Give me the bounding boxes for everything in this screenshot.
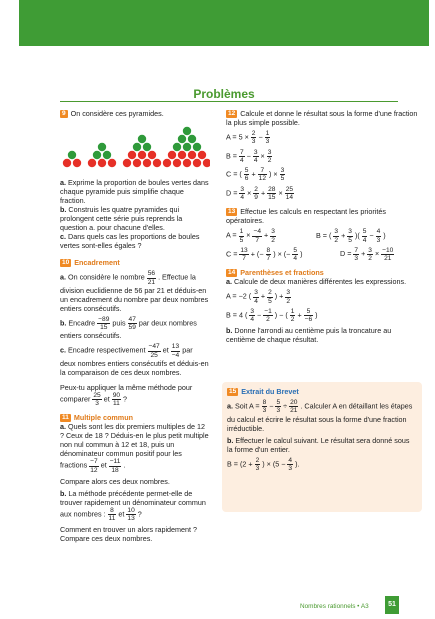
fraction bbox=[290, 308, 296, 324]
denominator: 5 bbox=[239, 236, 244, 244]
ex11-a bbox=[60, 422, 210, 474]
fraction bbox=[347, 228, 353, 244]
operator: ). bbox=[295, 459, 300, 469]
ex11-number: 11 bbox=[62, 414, 69, 422]
ex11-title: Multiple commun bbox=[73, 413, 133, 423]
numerator: 8 bbox=[262, 399, 267, 407]
numerator: 13 bbox=[171, 343, 180, 351]
numerator: 2 bbox=[255, 456, 260, 464]
operator: × bbox=[247, 188, 252, 198]
numerator: 25 bbox=[93, 391, 101, 399]
denominator: 3 bbox=[265, 138, 270, 146]
ex15-a-text2: . Calculer A en détaillant les étapes du calcul et écrire le résultat sous la forme d'une fraction irréductible. bbox=[227, 401, 413, 433]
ex13-expr-B bbox=[316, 228, 386, 244]
ex10-title: Encadrement bbox=[74, 258, 120, 268]
numerator: 1 bbox=[290, 307, 295, 315]
ex10-c-text1: Encadre respectivement bbox=[68, 345, 146, 355]
denominator: 3 bbox=[376, 236, 381, 244]
numerator: 3 bbox=[254, 289, 258, 297]
expr-label: B = bbox=[226, 151, 237, 161]
numerator: 3 bbox=[286, 289, 290, 297]
right-column bbox=[226, 109, 420, 344]
operator: ) bbox=[315, 310, 318, 320]
ex13-number: 13 bbox=[228, 208, 236, 216]
ex11-b-text2: et bbox=[118, 509, 125, 519]
fraction bbox=[249, 308, 255, 324]
denominator: 25 bbox=[150, 351, 158, 359]
fraction bbox=[262, 399, 268, 415]
ex14-expr-A bbox=[226, 289, 420, 305]
numerator: 8 bbox=[108, 507, 117, 515]
ex11-b-question: Comment en trouver un alors rapidement ? Compare ces deux nombres. bbox=[60, 525, 198, 544]
ex15-a-label: a. bbox=[227, 401, 233, 411]
numerator: 28 bbox=[268, 185, 276, 193]
left-column bbox=[60, 109, 210, 543]
ex13-expr-C bbox=[226, 247, 338, 263]
denominator: 2 bbox=[290, 316, 295, 324]
ex10-a bbox=[60, 270, 210, 313]
denominator: 7 bbox=[242, 255, 246, 262]
ex15-expr-B bbox=[227, 457, 417, 473]
numerator: 5 bbox=[304, 308, 314, 316]
ex10-c bbox=[60, 343, 210, 377]
ex11-b-label: b. bbox=[60, 488, 67, 498]
numerator: 3 bbox=[267, 148, 272, 156]
operator: − bbox=[269, 401, 274, 411]
ex11-a-text2: et bbox=[100, 461, 107, 471]
fraction bbox=[285, 186, 294, 202]
denominator: 15 bbox=[100, 324, 108, 331]
operator: ) × bbox=[269, 169, 278, 179]
operator: − bbox=[246, 151, 251, 161]
ex10-d-text3: ? bbox=[123, 394, 128, 404]
denominator: 21 bbox=[384, 255, 392, 262]
ex9-number: 9 bbox=[62, 110, 66, 117]
numerator: −89 bbox=[98, 315, 110, 323]
operator: ) − ( bbox=[274, 310, 288, 320]
ex11-a-text3: . bbox=[123, 461, 126, 471]
pyramid-1 bbox=[63, 151, 81, 167]
denominator: −6 bbox=[304, 316, 313, 324]
fraction bbox=[267, 186, 276, 202]
operator: )( bbox=[354, 230, 360, 240]
ex9-b bbox=[60, 205, 210, 232]
expr-label: D = bbox=[340, 249, 352, 259]
fraction bbox=[267, 289, 273, 305]
ex14-heading bbox=[226, 268, 420, 277]
denominator: 9 bbox=[254, 193, 258, 201]
ex15-heading bbox=[227, 387, 417, 396]
fraction bbox=[244, 167, 250, 183]
fraction bbox=[239, 228, 245, 244]
ex14-title: Parenthèses et fractions bbox=[240, 268, 324, 278]
denominator: 2 bbox=[368, 255, 372, 262]
fraction bbox=[304, 308, 314, 324]
denominator: 7 bbox=[255, 236, 260, 244]
numerator: 20 bbox=[290, 399, 298, 407]
ex12-expr-C bbox=[226, 167, 420, 183]
fraction bbox=[292, 247, 298, 263]
brevet-content bbox=[227, 387, 417, 475]
fraction bbox=[239, 186, 245, 202]
operator: + bbox=[297, 310, 302, 320]
numerator: 3 bbox=[271, 228, 275, 236]
ex10-b-text1: Encadre bbox=[68, 318, 96, 328]
ex10-c-fraction-2 bbox=[171, 343, 181, 359]
ex11-a-fraction-1 bbox=[89, 458, 99, 474]
ex13-statement bbox=[226, 207, 420, 225]
fraction bbox=[280, 167, 286, 183]
numerator: 47 bbox=[128, 315, 136, 323]
ex10-a-fraction bbox=[147, 270, 156, 286]
fraction bbox=[333, 228, 339, 244]
denominator: 4 bbox=[240, 156, 244, 164]
denominator: 3 bbox=[288, 464, 293, 472]
ex9-b-text: Construis les quatre pyramides qui prolongent cette série puis reprends la question a. pour chacune d'elles. bbox=[60, 205, 183, 233]
operator: × bbox=[260, 151, 265, 161]
ex9-c-text: Dans quels cas les proportions de boules vertes sont-elles égales ? bbox=[60, 232, 200, 251]
numerator: 3 bbox=[280, 167, 285, 175]
ex10-c-fraction-1 bbox=[148, 343, 161, 359]
ex10-b-text2: puis bbox=[112, 318, 126, 328]
fraction bbox=[285, 289, 291, 305]
numerator: 3 bbox=[253, 148, 258, 156]
ex9-intro-text: On considère ces pyramides. bbox=[70, 109, 164, 118]
operator: + bbox=[264, 230, 269, 240]
fraction bbox=[367, 247, 373, 263]
denominator: 4 bbox=[250, 316, 255, 324]
numerator: 2 bbox=[251, 130, 256, 138]
numerator: 3 bbox=[250, 307, 255, 315]
ex10-heading bbox=[60, 258, 210, 267]
denominator: 18 bbox=[111, 466, 119, 474]
ex10-a-text1: On considère le nombre bbox=[68, 272, 145, 282]
expr-label: D = bbox=[226, 188, 238, 198]
denominator: 12 bbox=[258, 175, 266, 183]
ex14-a-text: Calcule de deux manières différentes les expressions. bbox=[234, 277, 407, 287]
numerator: 2 bbox=[268, 289, 272, 297]
denominator: 3 bbox=[251, 138, 256, 146]
ex10-c-text2: et bbox=[162, 345, 169, 355]
operator: ) × (5 − bbox=[262, 459, 286, 469]
ex15-b bbox=[227, 436, 417, 454]
fraction bbox=[251, 130, 257, 146]
ex15-title: Extrait du Brevet bbox=[241, 387, 299, 396]
operator: ) bbox=[383, 230, 386, 240]
fraction bbox=[263, 308, 273, 324]
ex12-expr-D bbox=[226, 186, 420, 202]
fraction bbox=[267, 149, 273, 165]
denominator: 15 bbox=[268, 193, 276, 201]
denominator: 4 bbox=[253, 156, 258, 164]
ex13-row-2 bbox=[226, 247, 420, 263]
ex11-heading bbox=[60, 413, 210, 422]
numerator: 90 bbox=[112, 391, 121, 399]
ex10-d bbox=[60, 383, 210, 408]
numerator: −10 bbox=[382, 246, 394, 254]
denominator: 21 bbox=[290, 407, 298, 415]
numerator: 56 bbox=[147, 270, 156, 278]
denominator: 4 bbox=[240, 193, 245, 201]
ex14-number: 14 bbox=[228, 269, 236, 277]
operator: ) × (− bbox=[273, 249, 291, 259]
ex14-b bbox=[226, 326, 420, 344]
ex13-row-1 bbox=[226, 228, 420, 244]
numerator: 1 bbox=[265, 130, 270, 138]
fraction bbox=[253, 149, 259, 165]
denominator: 12 bbox=[90, 466, 98, 474]
numerator: 3 bbox=[334, 228, 339, 236]
denominator: 4 bbox=[254, 297, 258, 305]
operator: − bbox=[369, 230, 374, 240]
numerator: 5 bbox=[362, 228, 367, 236]
fraction bbox=[275, 399, 281, 415]
denominator: 2 bbox=[267, 156, 272, 164]
ex14-b-label: b. bbox=[226, 326, 233, 336]
expr-label: A = bbox=[226, 230, 237, 240]
expr-label: A = bbox=[249, 401, 260, 411]
fraction bbox=[376, 228, 382, 244]
operator: × bbox=[374, 249, 380, 259]
ex11-b-text: La méthode précédente permet-elle de trouver rapidement un dénominateur commun aux nombres : bbox=[60, 488, 206, 519]
ex10-b-label: b. bbox=[60, 318, 67, 328]
fraction bbox=[353, 247, 359, 263]
operator: + (− bbox=[250, 249, 264, 259]
numerator: 7 bbox=[240, 148, 244, 156]
numerator: 7 bbox=[258, 167, 267, 175]
numerator: 4 bbox=[376, 228, 381, 236]
ex14-b-text: Donne l'arrondi au centième puis la troncature au centième de chaque résultat. bbox=[226, 326, 392, 345]
ex9-a bbox=[60, 178, 210, 205]
ex11-a-fraction-2 bbox=[109, 458, 122, 474]
expr-label: C = bbox=[226, 249, 238, 259]
numerator: 1 bbox=[239, 228, 244, 236]
denominator: 59 bbox=[128, 324, 136, 331]
ex11-a-label: a. bbox=[60, 422, 66, 432]
ex10-a-label: a. bbox=[60, 272, 66, 282]
ex14-a-label: a. bbox=[226, 277, 232, 287]
fraction bbox=[265, 130, 271, 146]
ex12-expr-B bbox=[226, 149, 420, 165]
numerator: 7 bbox=[354, 246, 359, 254]
ex11-b-fraction-1 bbox=[108, 507, 117, 523]
fraction bbox=[252, 228, 262, 244]
ex9-a-text: Exprime la proportion de boules vertes dans chaque pyramide puis simplifie chaque fraction. bbox=[60, 178, 209, 206]
expr-label: A = 5 × bbox=[226, 132, 249, 142]
ex13-expr-A bbox=[226, 228, 314, 244]
denominator: 2 bbox=[334, 236, 339, 244]
denominator: −4 bbox=[171, 351, 180, 359]
operator: ) bbox=[300, 249, 303, 259]
fraction bbox=[287, 457, 293, 473]
denominator: 5 bbox=[348, 236, 352, 244]
section-title: Problèmes bbox=[193, 87, 255, 101]
numerator: −1 bbox=[264, 307, 272, 315]
operator: ÷ bbox=[283, 401, 288, 411]
expr-label: C = ( bbox=[226, 169, 242, 179]
denominator: 4 bbox=[362, 236, 367, 244]
header-banner bbox=[19, 0, 429, 46]
fraction bbox=[253, 289, 259, 305]
denominator: 3 bbox=[262, 407, 267, 415]
ex10-b-fraction-1 bbox=[97, 316, 110, 332]
ex10-c-label: c. bbox=[60, 345, 66, 355]
ex10-d-text2: et bbox=[103, 394, 110, 404]
ex12-expr-A bbox=[226, 130, 420, 146]
expr-label: B = 4 ( bbox=[226, 310, 248, 320]
ex9-a-label: a. bbox=[60, 178, 66, 188]
denominator: 5 bbox=[280, 175, 285, 183]
fraction bbox=[289, 399, 298, 415]
denominator: 2 bbox=[286, 297, 290, 305]
numerator: −4 bbox=[253, 228, 261, 236]
ex10-d-fraction-1 bbox=[92, 392, 101, 408]
page-number: 51 bbox=[385, 596, 399, 614]
numerator: 3 bbox=[240, 185, 245, 193]
numerator: 5 bbox=[244, 167, 249, 175]
ex10-a-text2: . Effectue la division euclidienne de 56 par 21 et déduis-en un encadrement du nombre par deux nombres entiers consécutifs. bbox=[60, 272, 209, 313]
numerator: 13 bbox=[240, 246, 248, 254]
expr-label: B = ( bbox=[316, 230, 332, 240]
fraction bbox=[270, 228, 276, 244]
ex10-b-text3: par deux nombres entiers consécutifs. bbox=[60, 318, 197, 341]
ex10-b-fraction-2 bbox=[128, 316, 137, 332]
denominator: 4 bbox=[293, 255, 298, 262]
ex13-text: Effectue les calculs en respectant les priorités opératoires. bbox=[226, 207, 386, 226]
denominator: 13 bbox=[127, 515, 135, 523]
denominator: 14 bbox=[285, 193, 294, 201]
ex12-text: Calcule et donne le résultat sous la forme d'une fraction la plus simple possible. bbox=[226, 109, 418, 128]
numerator: 4 bbox=[288, 456, 293, 464]
numerator: 3 bbox=[348, 228, 352, 236]
ex13-expr-D bbox=[340, 246, 396, 262]
denominator: 2 bbox=[266, 316, 270, 324]
ex14-expr-B bbox=[226, 308, 420, 324]
fraction bbox=[381, 247, 394, 263]
denominator: 11 bbox=[108, 515, 116, 523]
pyramids-figure bbox=[60, 122, 210, 170]
numerator: 8 bbox=[266, 246, 271, 254]
fraction bbox=[255, 457, 261, 473]
numerator: −11 bbox=[109, 458, 121, 466]
operator: + bbox=[251, 169, 256, 179]
ex15-a-text1: Soit bbox=[235, 401, 248, 411]
ex10-number: 10 bbox=[62, 259, 70, 267]
fraction bbox=[253, 186, 259, 202]
numerator: 5 bbox=[293, 246, 298, 254]
ex11-a-text: Quels sont les dix premiers multiples de 12 ? Ceux de 18 ? Déduis-en le plus petit multiple non nul commun à 12 et 18, puis un dénominateur commun positif pour les fractions bbox=[60, 422, 209, 471]
denominator: 7 bbox=[266, 255, 271, 262]
numerator: −47 bbox=[148, 343, 160, 351]
ex9-intro bbox=[60, 109, 210, 118]
operator: − bbox=[257, 310, 262, 320]
operator: − bbox=[258, 132, 263, 142]
ex15-number: 15 bbox=[229, 388, 237, 395]
brevet-box bbox=[222, 382, 422, 512]
denominator: 3 bbox=[276, 407, 281, 415]
denominator: 5 bbox=[268, 297, 272, 305]
operator: × bbox=[246, 230, 251, 240]
ex10-b bbox=[60, 316, 210, 341]
denominator: 3 bbox=[95, 400, 99, 407]
operator: + bbox=[260, 188, 266, 198]
pyramid-2 bbox=[88, 143, 116, 167]
pyramid-4 bbox=[163, 127, 210, 167]
ex11-a-compare: Compare alors ces deux nombres. bbox=[60, 476, 170, 486]
ex11-b-fraction-2 bbox=[126, 507, 135, 523]
expr-label: A = −2 ( bbox=[226, 292, 252, 302]
denominator: 3 bbox=[354, 255, 359, 262]
ex9-c bbox=[60, 232, 210, 250]
footer-chapter: Nombres rationnels • A3 bbox=[300, 603, 369, 610]
ex14-a bbox=[226, 277, 420, 286]
operator: + bbox=[260, 292, 266, 302]
denominator: 3 bbox=[255, 464, 260, 472]
title-rule bbox=[60, 101, 398, 102]
ex11-b-text3: ? bbox=[137, 509, 142, 519]
operator: × bbox=[278, 188, 283, 198]
numerator: 3 bbox=[368, 246, 372, 254]
operator: ) + bbox=[274, 292, 284, 302]
numerator: 2 bbox=[254, 185, 258, 193]
ex10-d-text1: Peux-tu appliquer la même méthode pour comparer bbox=[60, 382, 193, 404]
ex9-b-label: b. bbox=[60, 205, 67, 215]
operator: + bbox=[361, 249, 366, 259]
fraction bbox=[239, 247, 248, 263]
fraction bbox=[266, 247, 272, 263]
denominator: 11 bbox=[112, 400, 120, 407]
ex9-c-label: c. bbox=[60, 232, 66, 242]
ex15-b-text: Effectuer le calcul suivant. Le résultat sera donné sous la forme d'un entier. bbox=[227, 435, 410, 454]
ex10-c-text3: par deux nombres entiers consécutifs et déduis-en la comparaison de ces deux nombres. bbox=[60, 345, 209, 377]
operator: + bbox=[341, 230, 346, 240]
fraction bbox=[362, 228, 368, 244]
fraction bbox=[239, 149, 245, 165]
ex15-a bbox=[227, 399, 417, 433]
numerator: 10 bbox=[127, 506, 135, 514]
denominator: 21 bbox=[147, 278, 156, 286]
ex10-d-fraction-2 bbox=[112, 392, 121, 408]
numerator: 25 bbox=[285, 185, 294, 193]
fraction bbox=[258, 167, 267, 183]
pyramid-3 bbox=[123, 135, 161, 167]
ex15-b-label: b. bbox=[227, 435, 234, 445]
denominator: 6 bbox=[244, 175, 249, 183]
numerator: −7 bbox=[90, 458, 98, 466]
expr-label: B = (2 + bbox=[227, 459, 253, 469]
denominator: 2 bbox=[271, 236, 275, 244]
ex12-statement bbox=[226, 109, 420, 127]
numerator: 5 bbox=[276, 399, 281, 407]
ex11-b bbox=[60, 489, 210, 523]
ex12-number: 12 bbox=[228, 110, 236, 117]
